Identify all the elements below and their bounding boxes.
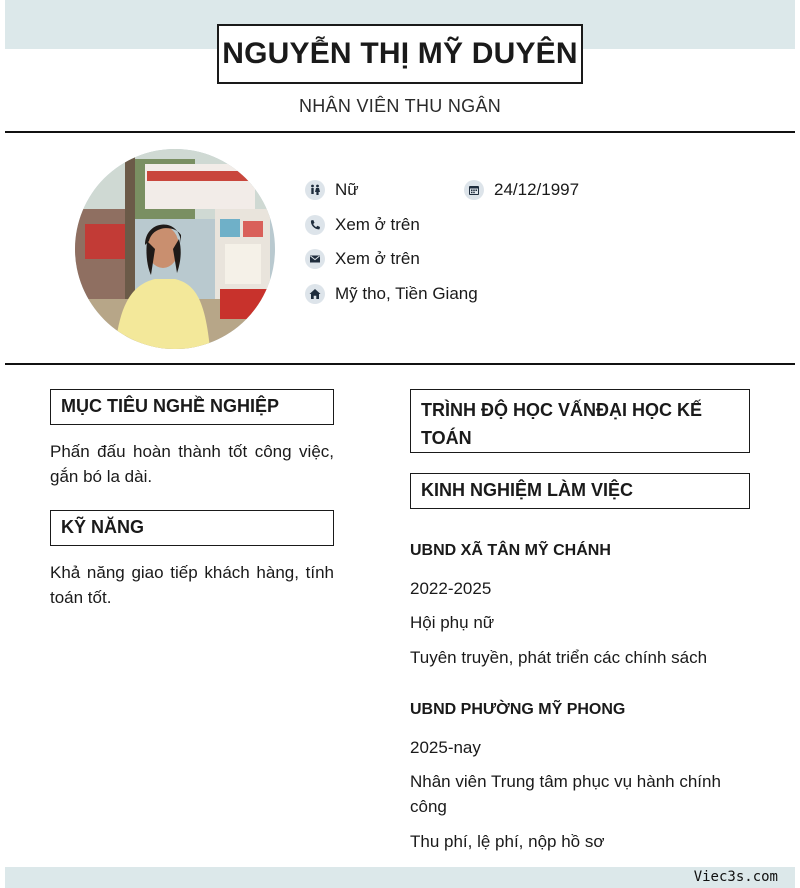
phone-value: Xem ở trên: [335, 215, 420, 234]
objective-heading: MỤC TIÊU NGHỀ NGHIỆP: [50, 389, 334, 425]
mail-icon: [305, 249, 325, 269]
candidate-name: NGUYỄN THỊ MỸ DUYÊN: [217, 24, 583, 84]
experience-desc-1: Tuyên truyền, phát triển các chính sách: [410, 648, 708, 667]
skills-heading: KỸ NĂNG: [50, 510, 334, 546]
info-email: [305, 249, 420, 269]
experience-org-2: UBND PHƯỜNG MỸ PHONG: [410, 701, 626, 718]
objective-text: Phấn đấu hoàn thành tốt công việc, gắn bó la dài.: [50, 442, 334, 486]
info-birthdate: [464, 180, 579, 200]
experience-desc-2: Thu phí, lệ phí, nộp hồ sơ: [410, 832, 605, 851]
footer-brand[interactable]: Viec3s.com: [693, 869, 778, 885]
gender-icon: [305, 180, 325, 200]
experience-role-1: Hội phụ nữ: [410, 613, 495, 632]
profile-photo: [75, 149, 275, 349]
divider-top: [5, 131, 795, 133]
phone-icon: [305, 215, 325, 235]
info-gender: [305, 180, 359, 200]
home-icon: [305, 284, 325, 304]
info-phone: [305, 215, 420, 235]
gender-value: Nữ: [335, 180, 359, 199]
email-value: Xem ở trên: [335, 249, 420, 268]
footer-band: [5, 867, 795, 888]
experience-period-2: 2025-nay: [410, 738, 481, 757]
birthdate-value: 24/12/1997: [494, 180, 580, 199]
experience-org-1: UBND XÃ TÂN MỸ CHÁNH: [410, 542, 611, 559]
job-title: NHÂN VIÊN THU NGÂN: [298, 96, 502, 116]
avatar: [75, 149, 275, 349]
skills-text: Khả năng giao tiếp khách hàng, tính toán tốt.: [50, 563, 334, 607]
calendar-icon: [464, 180, 484, 200]
info-address: [305, 284, 478, 304]
address-value: Mỹ tho, Tiền Giang: [335, 284, 478, 303]
experience-role-2: Nhân viên Trung tâm phục vụ hành chính công: [410, 772, 721, 816]
education-heading: TRÌNH ĐỘ HỌC VẤNĐẠI HỌC KẾ TOÁN: [410, 389, 750, 453]
experience-heading: KINH NGHIỆM LÀM VIỆC: [410, 473, 750, 509]
experience-period-1: 2022-2025: [410, 579, 492, 598]
divider-middle: [5, 363, 795, 365]
